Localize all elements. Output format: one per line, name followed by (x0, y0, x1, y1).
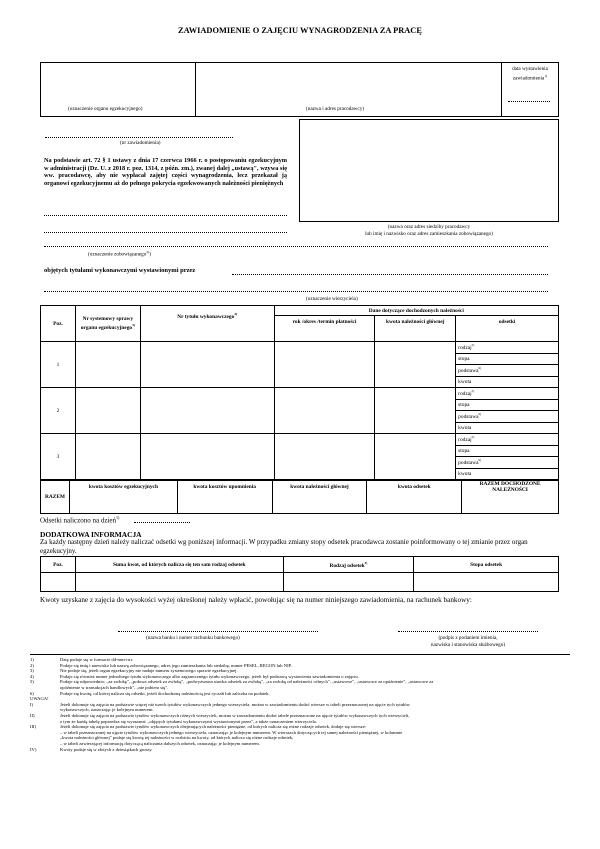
footnote-line: 1) Datę podaje się w formacie dd-mm-rrrr. (30, 657, 134, 662)
footnote-line: II) Jeżeli dokonuje się zajęcia na podstawie tytułów wykonawczych różnych wierzycieli, można w zawiadomieniu dodać tabele przeznaczone na ujęcie tytułów wykonawczych tych wierzycieli, (30, 712, 410, 718)
footnote-separator (30, 654, 570, 655)
cell-kwota-ods[interactable]: kwota (456, 376, 559, 388)
cell-rodzaj[interactable]: rodzaj$^{5)}$ (456, 434, 559, 446)
cell-podstawa[interactable]: podstawa$^{6)}$ (456, 365, 559, 377)
interest-date-dots[interactable] (134, 522, 190, 523)
sum-glowna-label: kwota należności głównej (272, 481, 367, 494)
text-dots-1 (44, 215, 287, 216)
cell-rok[interactable] (274, 388, 375, 434)
footnote-line: – w tabeli zawierającej informację dotyczącą naliczania dalszych odsetek, oznaczając je kolejnym numerem. (60, 740, 260, 746)
cell-stopa[interactable]: stopa (456, 399, 559, 411)
table-row (41, 434, 559, 446)
obligor-dots[interactable] (44, 246, 548, 247)
footnote-line: I) Jeżeli dokonuje się zajęcia na podstawie więcej niż trzech tytułów wykonawczych jednego wierzyciela, można w zawiadomieniu dodać wiersze w tabeli przeznaczonej na ujęcie tych tytułów (30, 701, 410, 707)
cell-kwota-ods[interactable]: kwota (456, 468, 559, 480)
footnote-line: wykonawczych, oznaczając je kolejnym numerem. (60, 707, 154, 713)
cell-nr-sys[interactable] (75, 434, 140, 480)
col-odsetki-header: odsetki (456, 316, 559, 342)
cell-rok[interactable] (274, 434, 375, 480)
footnote-line: z tym że każdą tabelę poprzedza się wyrazami: „objętych tytułami wykonawczymi wystawionymi przez", a także oznaczeniem wierzyciela. (60, 718, 317, 724)
sum-ods-label: kwota odsetek (367, 481, 462, 494)
col-kwota-header: kwota należności głównej (375, 316, 456, 342)
creditor-label: (oznaczenie wierzyciela) (306, 296, 358, 302)
cell-nr-tyt[interactable] (140, 342, 274, 388)
int-cell-poz[interactable] (41, 573, 76, 592)
signature-dots[interactable] (398, 631, 538, 632)
interest-date-label: Odsetki naliczono na dzień$^{1)}$ (40, 515, 120, 525)
footnote-line: „kwota należności głównej" podaje się kwotę tej należności w rozbiciu na kwoty, od których nalicza się różne rodzaje odsetek, (60, 735, 294, 741)
table-row (41, 388, 559, 400)
col-poz-header: Poz. (41, 306, 76, 342)
cell-kwota-ods[interactable]: kwota (456, 422, 559, 434)
footnote-line: 4) Podaje się również numer jednolitego tytułu wykonawczego albo zagranicznego tytułu wykonawczego, jeżeli był podstawą wystawienia zawiadomienia o zajęciu. (30, 673, 359, 679)
cell-podstawa[interactable]: podstawa$^{6)}$ (456, 411, 559, 423)
address-box[interactable] (299, 119, 559, 222)
legal-text: Na podstawie art. 72 § 1 ustawy z dnia 17 czerwca 1966 r. o postępowaniu egzekucyjnym w administracji (Dz. U. z 2018 r. poz. 1314, z późn. zm.), zwanej dalej „ustawą", wzywa się ww. pracodawcę, aby nie wypłacał zajętej części wynagrodzenia, lecz przekazał ją organowi egzekucyjnemu aż do pełnego pokrycia egzekwowanych należności pieniężnych (44, 157, 287, 187)
bank-dots[interactable] (118, 631, 318, 632)
cell-kwota[interactable] (375, 388, 456, 434)
creditor-dots[interactable] (44, 291, 548, 292)
signature-label: (podpis z podaniem imienia, nazwiska i stanowiska służbowego) (430, 635, 506, 648)
cell-rodzaj[interactable]: rodzaj$^{5)}$ (456, 388, 559, 400)
interest-table (40, 556, 559, 592)
col-rok-header: rok /okres /termin płatności (274, 316, 375, 342)
footnote-line: 6) Podaje się kwotę, od której nalicza się odsetki, jeżeli dochodzoną należnością jest ryczałt lub zaliczka na podatek. (30, 690, 270, 696)
cell-kwota[interactable] (375, 342, 456, 388)
date-dots (508, 101, 550, 102)
text-dots-2 (44, 232, 287, 233)
cell-rok[interactable] (274, 342, 375, 388)
employer-label: (nazwa i adres pracodawcy) (306, 106, 365, 112)
additional-heading: DODATKOWA INFORMACJA (40, 530, 142, 539)
footnote-line: – w tabeli przeznaczonej na ujęcie tytułów wykonawczych jednego wierzyciela, oznaczając je kolejnym numerem. W wierszach dotyczących tej samej należności pieniężnej, w kolumnie (60, 729, 403, 735)
table-row (41, 342, 559, 354)
col-nr-sys-header: Nr systemowy sprawy organu egzekucyjnego$^{3)}$ (75, 306, 140, 342)
bank-label: (nazwa banku i numer rachunku bankowego) (146, 635, 240, 641)
footnotes (30, 657, 433, 752)
int-cell-suma[interactable] (75, 573, 283, 592)
notice-number-label: (nr zawiadomienia) (120, 140, 161, 146)
int-col-suma: Suma kwot, od których nalicza się ten sam rodzaj odsetek (75, 557, 283, 573)
cell-podstawa[interactable]: podstawa$^{6)}$ (456, 457, 559, 469)
footnote-line: 2) Podaje się imię i nazwisko lub nazwę zobowiązanego, adres jego zamieszkania lub siedzibę, numer PESEL, REGON lub NIP. (30, 662, 292, 668)
row-poz: 1 (41, 342, 76, 388)
int-col-poz: Poz. (41, 557, 76, 573)
obligor-label: (oznaczenie zobowiązanego$^{2)}$) (88, 250, 151, 258)
cell-stopa[interactable]: stopa (456, 445, 559, 457)
group-header: Dane dotyczące dochodzonych należności (274, 306, 558, 316)
footnote-line: opóźnienie w transakcjach handlowych", „nie pobiera się". (60, 684, 169, 690)
sum-total-value[interactable] (462, 493, 559, 513)
additional-text: Za każdy następny dzień należy naliczać odsetki wg poniższej informacji. W przypadku zmiany stopy odsetek pracodawca zostanie poinformowany o tej zmianie przez organ egzekucyjny. (40, 538, 528, 555)
row-poz: 3 (41, 434, 76, 480)
cell-nr-sys[interactable] (75, 342, 140, 388)
cell-nr-sys[interactable] (75, 388, 140, 434)
sum-total-label: RAZEM DOCHODZONE NALEŻNOŚCI (462, 481, 559, 494)
sum-upom-label: kwota kosztów upomnienia (177, 481, 272, 494)
int-cell-stopa[interactable] (414, 573, 559, 592)
date-label: data wystawienia zawiadomienia$^{1)}$ (512, 66, 548, 82)
notice-number-dots[interactable] (45, 137, 233, 138)
sum-glowna-value[interactable] (272, 493, 367, 513)
cell-nr-tyt[interactable] (140, 388, 274, 434)
row-poz: 2 (41, 388, 76, 434)
int-col-rodzaj: Rodzaj odsetek$^{5)}$ (283, 557, 414, 573)
summary-table (40, 480, 559, 514)
sum-egz-value[interactable] (69, 493, 177, 513)
cell-kwota[interactable] (375, 434, 456, 480)
footnote-line: IV) Kwoty podaje się w złotych z dziesiątkach groszy. (30, 746, 153, 752)
footnote-line: 3) Nie podaje się, jeżeli organ egzekucyjny nie nadaje numeru systemowego sprawie egzekucyjnej. (30, 668, 238, 674)
cell-nr-tyt[interactable] (140, 434, 274, 480)
uwaga-label: UWAGA! (30, 696, 49, 702)
footnote-line: 5) Podaje się odpowiednio: „za zwłokę", „połowa odsetek za zwłokę", „podwyższona stawka odsetek za zwłokę", „za zwłokę od należności celnych", „ustawowe", „ustawowe za opóźnienie", „ustawowe za (30, 679, 434, 685)
sum-upom-value[interactable] (177, 493, 272, 513)
titles-dots[interactable] (232, 274, 548, 275)
titles-label: objętych tytułami wykonawczymi wystawionymi przez (44, 267, 196, 274)
cell-stopa[interactable]: stopa (456, 353, 559, 365)
int-cell-rodzaj[interactable] (283, 573, 414, 592)
sum-egz-label: kwota kosztów egzekucyjnych (69, 481, 177, 494)
col-nr-tyt-header: Nr tytułu wykonawczego$^{4)}$ (140, 306, 274, 342)
razem-label: RAZEM (41, 481, 70, 514)
payment-text: Kwoty uzyskane z zajęcia do wysokości wyżej określonej należy wpłacić, powołując się na numer niniejszego zawiadomienia, na rachunek bankowy: (40, 596, 472, 604)
address-label: (nazwa oraz adres siedziby pracodawcy lub imię i nazwisko oraz adres zamieszkania zobowiązanego) (365, 224, 493, 237)
organ-label: (oznaczenie organu egzekucyjnego) (68, 106, 143, 112)
cell-rodzaj[interactable]: rodzaj$^{5)}$ (456, 342, 559, 354)
sum-ods-value[interactable] (367, 493, 462, 513)
page-title: ZAWIADOMIENIE O ZAJĘCIU WYNAGRODZENIA ZA PRACĘ (178, 26, 422, 35)
footnote-line: III) Jeżeli dokonuje się zajęcia na podstawie tytułów wykonawczych obejmujących należności pieniężne, od których nalicza się różne rodzaje odsetek, dodaje się wiersze: (30, 724, 367, 730)
claims-table (40, 305, 559, 480)
int-col-stopa: Stopa odsetek (414, 557, 559, 573)
